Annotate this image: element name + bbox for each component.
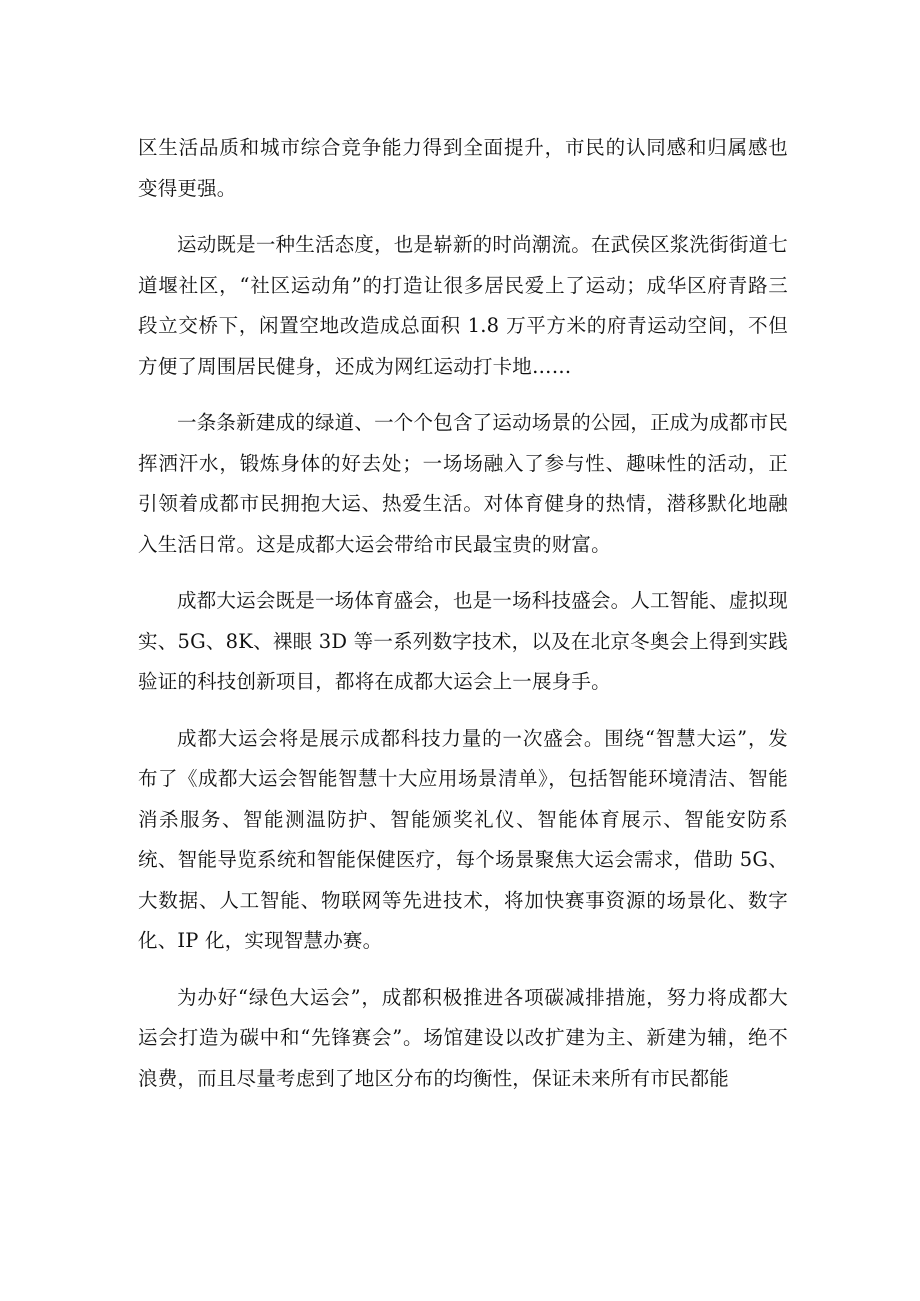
paragraph-smart-games: 成都大运会将是展示成都科技力量的一次盛会。围绕“智慧大运”，发布了《成都大运会智能智慧十大应用场景清单》，包括智能环境清洁、智能消杀服务、智能测温防护、智能颁奖礼仪、智能体育展示、智能安防系统、智能导览系统和智能保健医疗，每个场景聚焦大运会需求，借助 5G、大数据、人工智能、物联网等先进技术，将加快赛事资源的场景化、数字化、IP 化，实现智慧办赛。 (138, 726, 788, 952)
paragraph-green-games: 为办好“绿色大运会”，成都积极推进各项碳减排措施，努力将成都大运会打造为碳中和“先锋赛会”。场馆建设以改扩建为主、新建为辅，绝不浪费，而且尽量考虑到了地区分布的均衡性，保证未来所有市民都能 (138, 985, 788, 1090)
paragraph-sports-lifestyle: 运动既是一种生活态度，也是崭新的时尚潮流。在武侯区浆洗街街道七道堰社区，“社区运动角”的打造让很多居民爱上了运动；成华区府青路三段立交桥下，闲置空地改造成总面积 1.8 万平方米的府青运动空间，不但方便了周围居民健身，还成为网红运动打卡地…… (138, 233, 788, 378)
article-body (138, 128, 788, 1115)
paragraph-greenways-parks: 一条条新建成的绿道、一个个包含了运动场景的公园，正成为成都市民挥洒汗水，锻炼身体的好去处；一场场融入了参与性、趣味性的活动，正引领着成都市民拥抱大运、热爱生活。对体育健身的热情，潜移默化地融入生活日常。这是成都大运会带给市民最宝贵的财富。 (138, 411, 788, 556)
paragraph-tech-event: 成都大运会既是一场体育盛会，也是一场科技盛会。人工智能、虚拟现实、5G、8K、裸眼 3D 等一系列数字技术，以及在北京冬奥会上得到实践验证的科技创新项目，都将在成都大运会上一展身手。 (138, 589, 788, 693)
paragraph-continued: 区生活品质和城市综合竞争能力得到全面提升，市民的认同感和归属感也变得更强。 (138, 136, 788, 200)
